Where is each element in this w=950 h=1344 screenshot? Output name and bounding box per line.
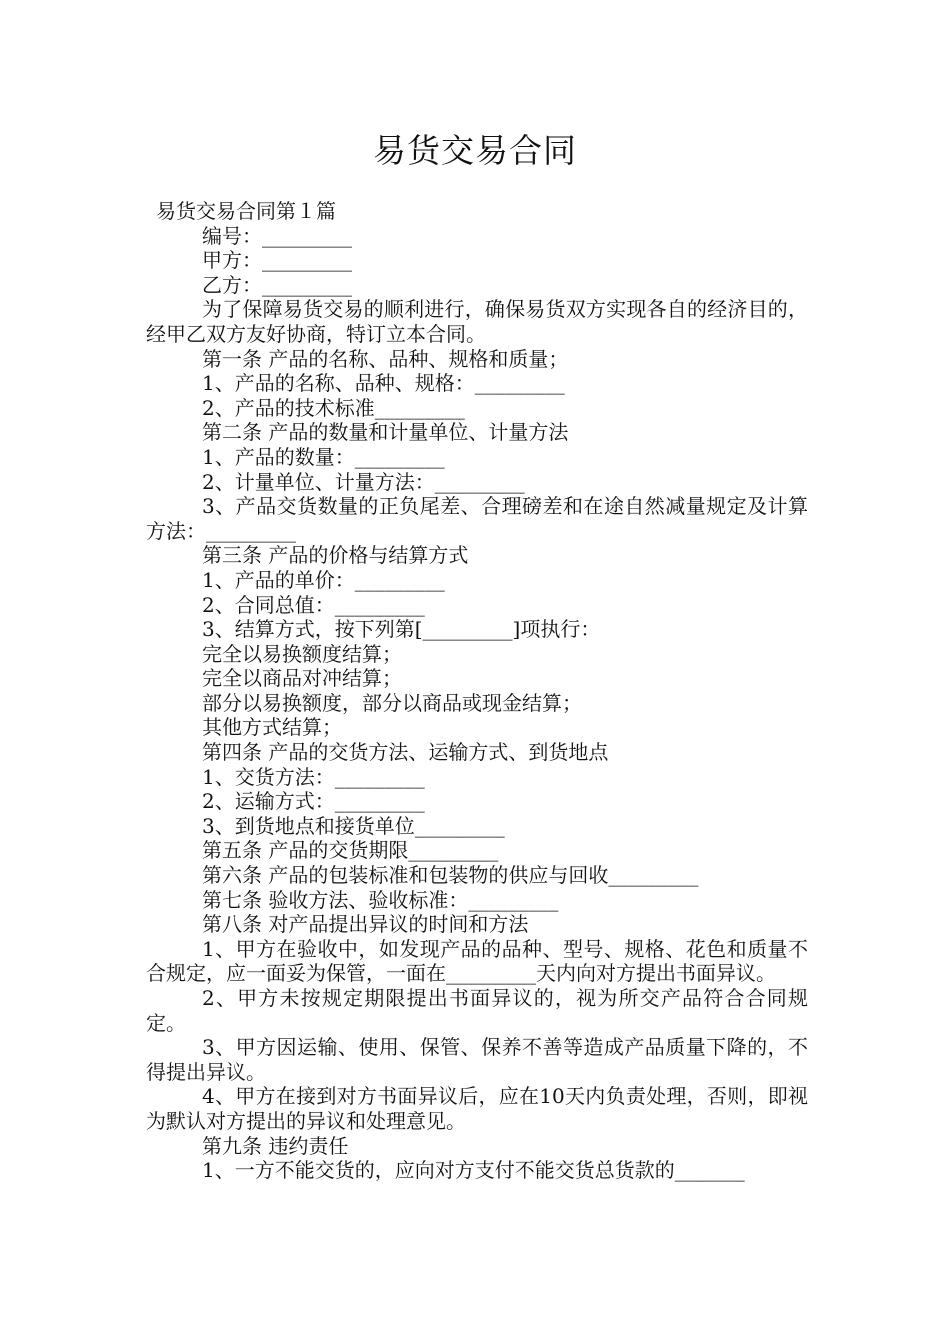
document-line: 第六条 产品的包装标准和包装物的供应与回收_________ <box>202 863 699 888</box>
document-line: 编号：_________ <box>202 223 352 248</box>
document-line: 部分以易换额度，部分以商品或现金结算； <box>202 690 582 715</box>
document-line: 第八条 对产品提出异议的时间和方法 <box>202 912 529 937</box>
document-line: 2、合同总值：_________ <box>202 592 425 617</box>
document-line: 1、交货方法：_________ <box>202 764 425 789</box>
document-line: 1、甲方在验收中，如发现产品的品种、型号、规格、花色和质量不合规定，应一面妥为保管，一面在_________天内向对方提出书面异议。 <box>146 936 808 986</box>
document-line: 1、一方不能交货的，应向对方支付不能交货总货款的_______ <box>202 1158 745 1183</box>
document-line: 1、产品的单价：_________ <box>202 567 445 592</box>
document-line: 第一条 产品的名称、品种、规格和质量； <box>202 346 569 371</box>
document-line: 完全以易换额度结算； <box>202 641 402 666</box>
document-title: 易货交易合同 <box>373 131 577 170</box>
document-line: 第七条 验收方法、验收标准：_________ <box>202 887 559 912</box>
document-line: 2、运输方式：_________ <box>202 789 425 814</box>
document-line: 其他方式结算； <box>202 715 342 740</box>
document-line: 第二条 产品的数量和计量单位、计量方法 <box>202 420 569 445</box>
document-line: 第五条 产品的交货期限_________ <box>202 838 499 863</box>
document-line: 3、产品交货数量的正负尾差、合理磅差和在途自然减量规定及计算方法：_________ <box>146 494 808 543</box>
document-line: 2、产品的技术标准_________ <box>202 395 465 420</box>
document-line: 为了保障易货交易的顺利进行，确保易货双方实现各自的经济目的，经甲乙双方友好协商，特订立本合同。 <box>146 297 808 346</box>
document-line: 第九条 违约责任 <box>202 1133 349 1158</box>
document-line: 3、到货地点和接货单位_________ <box>202 813 505 838</box>
document-line: 第四条 产品的交货方法、运输方式、到货地点 <box>202 740 609 765</box>
document-line: 第三条 产品的价格与结算方式 <box>202 543 469 568</box>
document-line: 1、产品的数量：_________ <box>202 444 445 469</box>
document-line: 3、结算方式，按下列第[_________]项执行： <box>202 617 601 642</box>
document-line: 3、甲方因运输、使用、保管、保养不善等造成产品质量下降的，不得提出异议。 <box>146 1035 808 1084</box>
document-line: 乙方：_________ <box>202 272 352 297</box>
document-line: 甲方：_________ <box>202 248 352 273</box>
document-line: 4、甲方在接到对方书面异议后，应在10天内负责处理，否则，即视为默认对方提出的异议和处理意见。 <box>146 1084 808 1133</box>
document-line: 完全以商品对冲结算； <box>202 666 402 691</box>
document-line: 2、甲方未按规定期限提出书面异议的，视为所交产品符合合同规定。 <box>146 986 808 1035</box>
document-line: 易货交易合同第１篇 <box>156 199 336 223</box>
document-line: 1、产品的名称、品种、规格：_________ <box>202 371 565 396</box>
document-body <box>146 199 808 1183</box>
document-line: 2、计量单位、计量方法：_________ <box>202 469 525 494</box>
